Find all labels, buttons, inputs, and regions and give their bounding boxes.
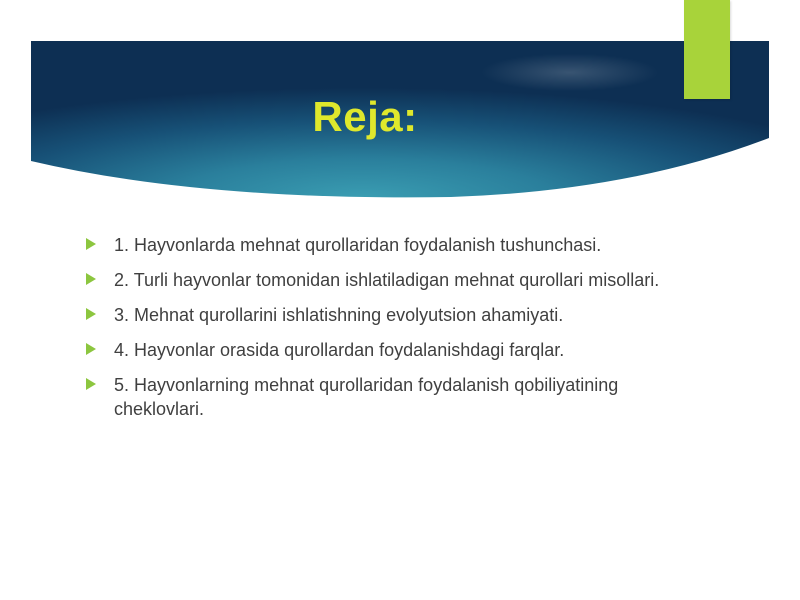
- triangle-right-icon: [86, 343, 96, 355]
- accent-tab: [684, 0, 730, 99]
- list-item-text: 2. Turli hayvonlar tomonidan ishlatiladigan mehnat qurollari misollari.: [114, 270, 660, 290]
- agenda-list: [86, 233, 686, 432]
- list-item-text: 5. Hayvonlarning mehnat qurollaridan foydalanish qobiliyatining cheklovlari.: [114, 375, 619, 419]
- slide-title: Reja:: [312, 93, 418, 140]
- list-item: [86, 268, 686, 292]
- list-item: [86, 338, 686, 362]
- list-item-text: 4. Hayvonlar orasida qurollardan foydalanishdagi farqlar.: [114, 340, 565, 360]
- list-item: [86, 233, 686, 257]
- triangle-right-icon: [86, 308, 96, 320]
- list-item-text: 1. Hayvonlarda mehnat qurollaridan foydalanish tushunchasi.: [114, 235, 602, 255]
- list-item-text: 3. Mehnat qurollarini ishlatishning evolyutsion ahamiyati.: [114, 305, 564, 325]
- triangle-right-icon: [86, 378, 96, 390]
- triangle-right-icon: [86, 238, 96, 250]
- triangle-right-icon: [86, 273, 96, 285]
- list-item: [86, 303, 686, 327]
- list-item: [86, 373, 686, 421]
